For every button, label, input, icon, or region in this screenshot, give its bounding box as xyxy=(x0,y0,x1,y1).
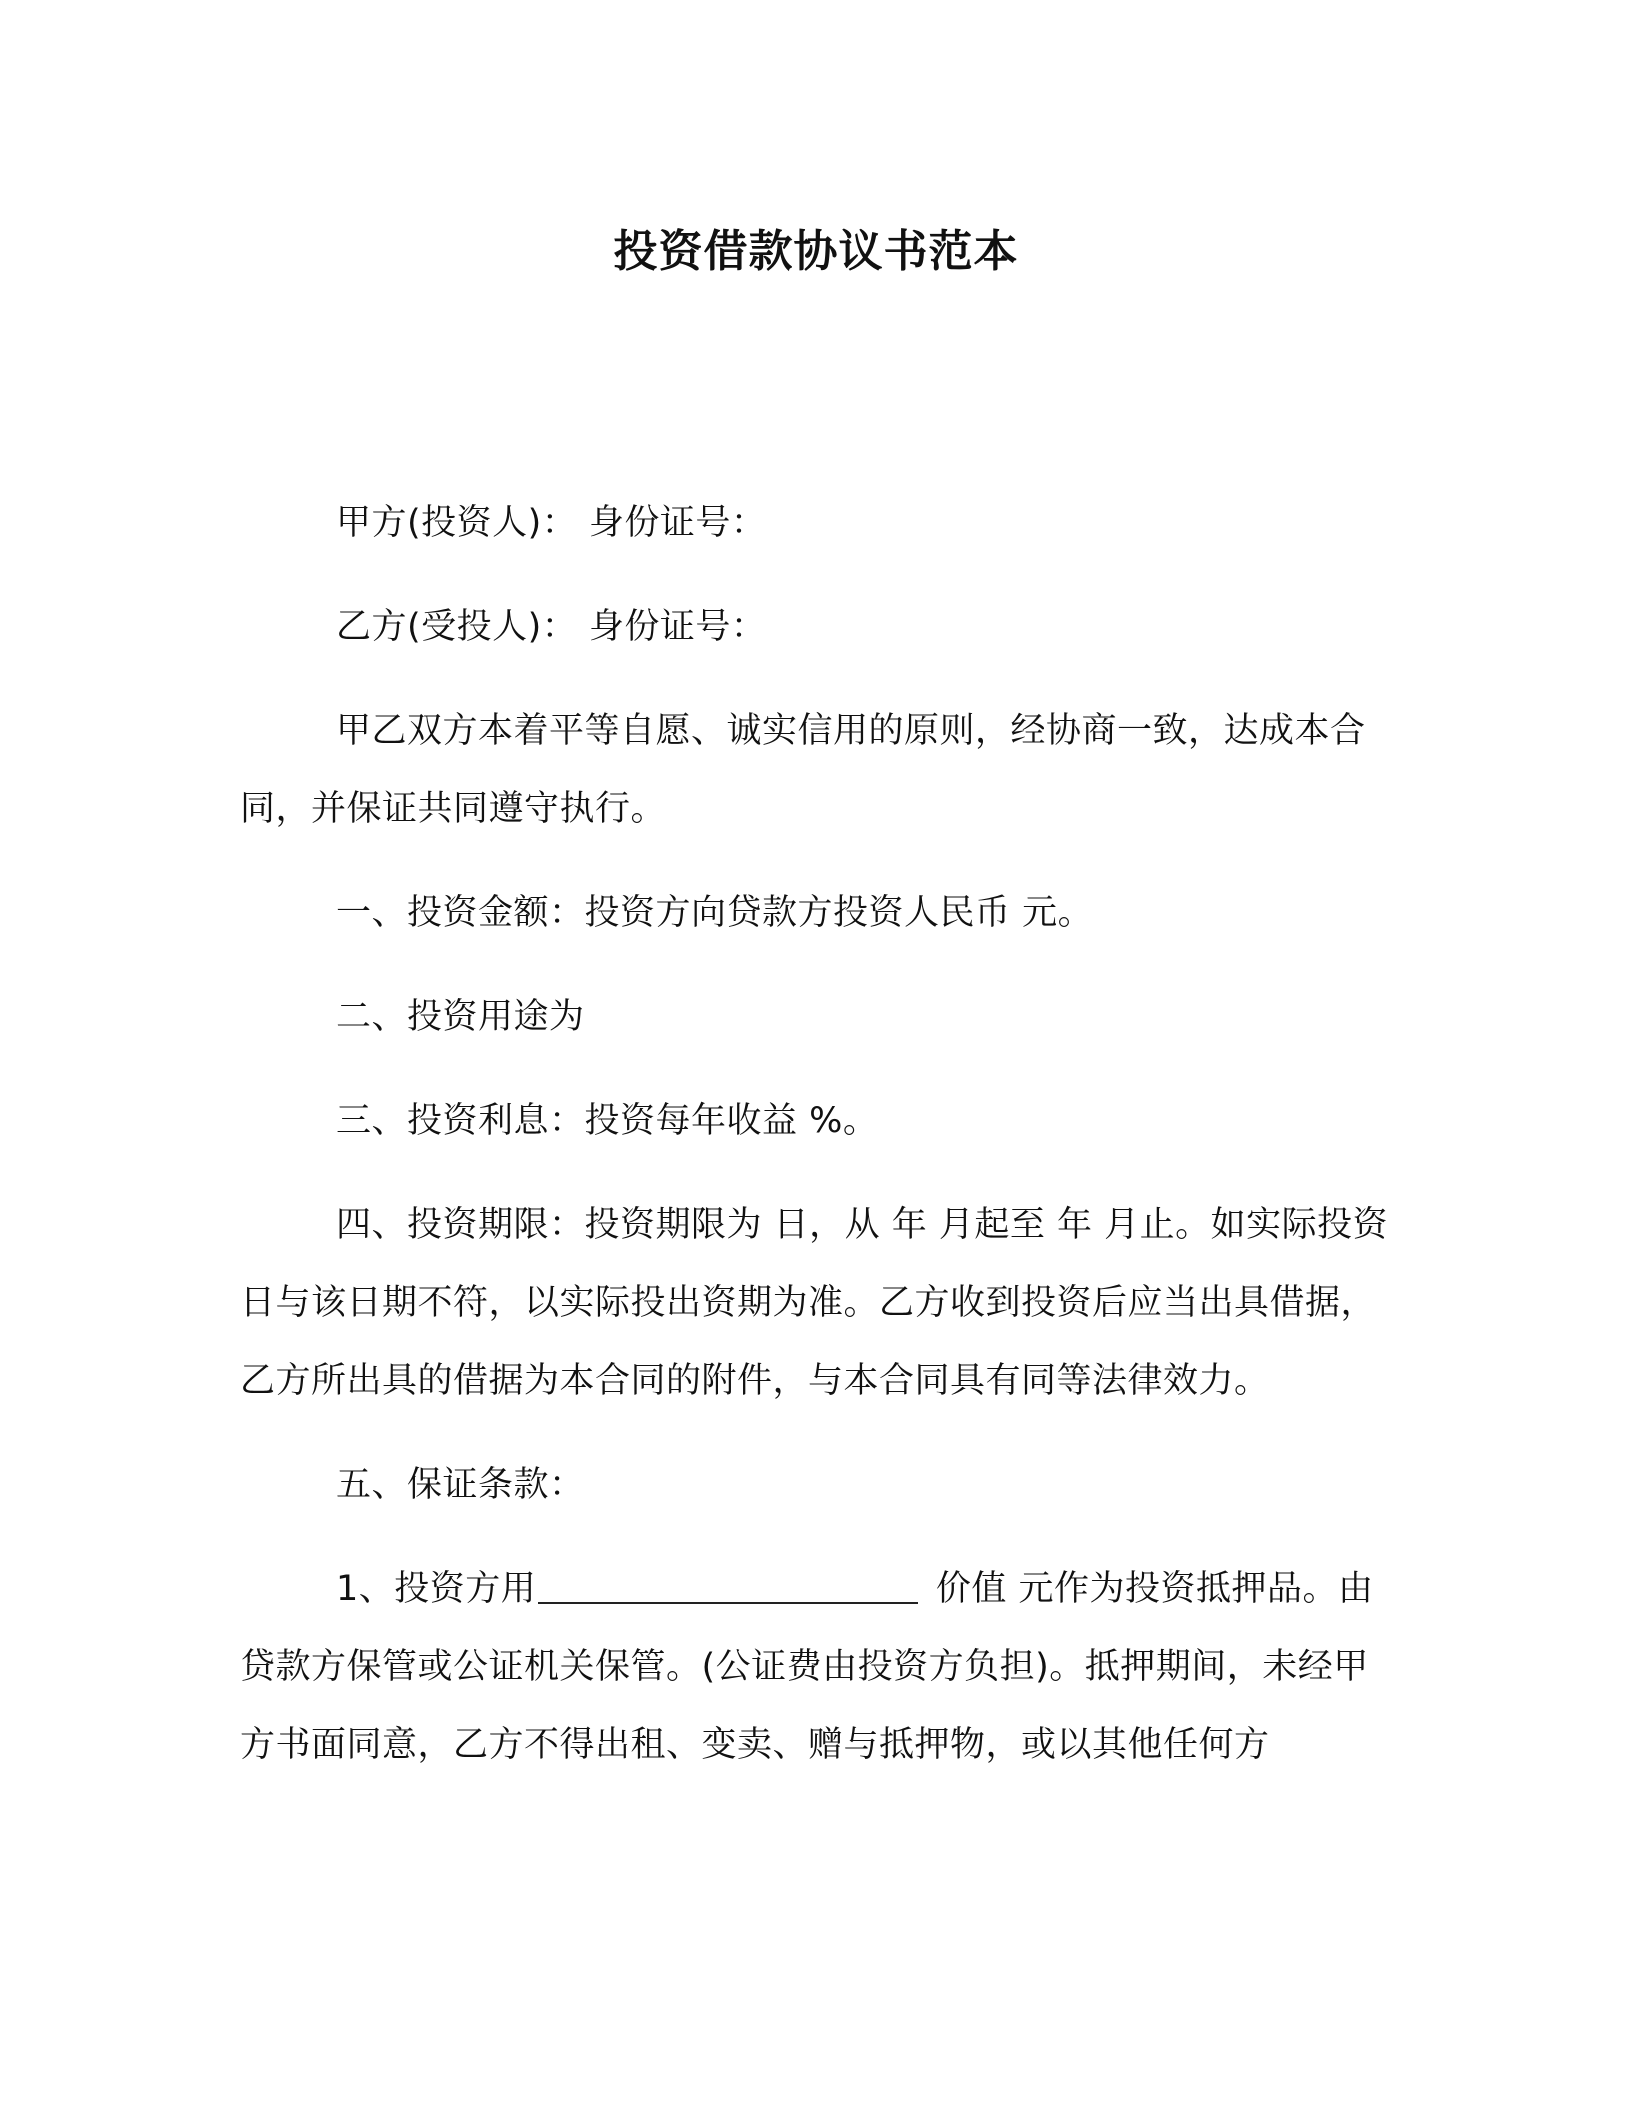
document-body xyxy=(240,484,1390,1784)
party-a-line: 甲方(投资人)： 身份证号： xyxy=(336,503,767,543)
guarantee-item-1-rest: 价值 元作为投资抵押品。由贷款方保管或公证机关保管。(公证费由投资方负担)。抵押期间，未经甲方书面同意，乙方不得出租、变卖、赠与抵押物，或以其他任何方 xyxy=(240,1569,1374,1765)
clause-investment-amount: 一、投资金额：投资方向贷款方投资人民币 元。 xyxy=(336,893,1094,933)
clause-guarantee-heading: 五、保证条款： xyxy=(336,1465,585,1505)
collateral-blank-line xyxy=(538,1568,918,1604)
clause-investment-purpose: 二、投资用途为 xyxy=(336,997,585,1037)
guarantee-item-1-lead: 1、投资方用 xyxy=(336,1569,537,1609)
clause-investment-interest: 三、投资利息：投资每年收益 %。 xyxy=(336,1101,879,1141)
clause-investment-term: 四、投资期限：投资期限为 日，从 年 月起至 年 月止。如实际投资日与该日期不符，以实际投出资期为准。乙方收到投资后应当出具借据，乙方所出具的借据为本合同的附件，与本合同具有同等法律效力。 xyxy=(240,1205,1389,1401)
party-b-line: 乙方(受投人)： 身份证号： xyxy=(336,607,767,647)
clause-guarantee-item-1 xyxy=(240,1550,1390,1784)
intro-paragraph: 甲乙双方本着平等自愿、诚实信用的原则，经协商一致，达成本合同，并保证共同遵守执行。 xyxy=(240,711,1366,829)
document-title: 投资借款协议书范本 xyxy=(613,226,1019,277)
